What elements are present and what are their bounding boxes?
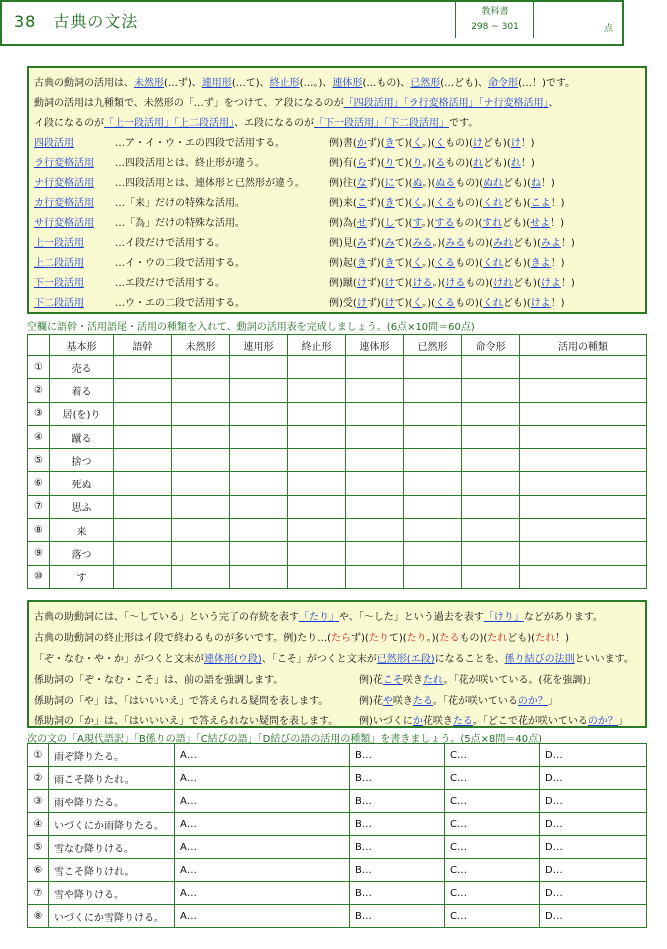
col-num xyxy=(28,335,50,356)
mizen-cell[interactable] xyxy=(172,472,230,495)
sentence-cell: 雪や降りける。 xyxy=(49,882,175,905)
col-shushi: 終止形 xyxy=(288,335,346,356)
type-name: 上一段活用 xyxy=(34,238,84,249)
meirei-cell[interactable] xyxy=(462,542,520,565)
aux-line-3: 「ぞ・なむ・や・か」がつくと文末が連体形(ウ段)、「こそ」がつくと文末が已然形(エ段)になることを、係り結びの法則といいます。 xyxy=(34,654,634,665)
shushi-cell[interactable] xyxy=(288,449,346,472)
row-number: ④ xyxy=(28,813,49,836)
base-form-cell: 捨つ xyxy=(50,449,114,472)
base-form-cell: 蹴る xyxy=(50,425,114,448)
kakari-row xyxy=(28,859,647,882)
kakari-row xyxy=(28,905,647,928)
izen-cell[interactable] xyxy=(404,379,462,402)
conjugation-row xyxy=(28,472,647,495)
mizen-cell[interactable] xyxy=(172,565,230,588)
mizen-cell[interactable] xyxy=(172,449,230,472)
row-number: ① xyxy=(28,356,50,379)
stem-cell[interactable] xyxy=(114,449,172,472)
answer-c-cell[interactable]: C… xyxy=(445,767,540,790)
type-example: 例)受(けず)(けて)(く。)(くるもの)(くれども)(けよ！) xyxy=(329,298,565,309)
type-name: ナ行変格活用 xyxy=(34,178,94,189)
row-number: ⑨ xyxy=(28,542,50,565)
answer-c-cell[interactable]: C… xyxy=(445,882,540,905)
mizen-cell[interactable] xyxy=(172,425,230,448)
rentai-cell[interactable] xyxy=(346,472,404,495)
type-description: …イ・ウの二段で活用する。 xyxy=(115,258,245,269)
meirei-cell[interactable] xyxy=(462,425,520,448)
textbook-pages: 298 ~ 301 xyxy=(471,22,519,32)
type-cell[interactable] xyxy=(520,542,647,565)
conjugation-row xyxy=(28,565,647,588)
answer-c-cell[interactable]: C… xyxy=(445,744,540,767)
col-izen: 已然形 xyxy=(404,335,462,356)
aux-line-2: 古典の助動詞の終止形はイ段で終わるものが多いです。例)たり…(たらず)(たりて)(たり。)(たるもの)(たれども)(たれ！) xyxy=(34,633,569,644)
izen-cell[interactable] xyxy=(404,402,462,425)
type-example: 例)書(かず)(きて)(く。)(くもの)(けども)(け！) xyxy=(329,138,535,149)
type-cell[interactable] xyxy=(520,425,647,448)
type-description: …「来」だけの特殊な活用。 xyxy=(115,198,245,209)
type-name: サ行変格活用 xyxy=(34,218,94,229)
stem-cell[interactable] xyxy=(114,495,172,518)
answer-a-cell[interactable]: A… xyxy=(175,882,350,905)
answer-c-cell[interactable]: C… xyxy=(445,790,540,813)
stem-cell[interactable] xyxy=(114,356,172,379)
answer-d-cell[interactable]: D… xyxy=(540,859,647,882)
type-name: 下二段活用 xyxy=(34,298,84,309)
kakari-row xyxy=(28,836,647,859)
shushi-cell[interactable] xyxy=(288,495,346,518)
rentai-cell[interactable] xyxy=(346,542,404,565)
row-number: ② xyxy=(28,767,49,790)
stem-cell[interactable] xyxy=(114,472,172,495)
conjugation-row xyxy=(28,379,647,402)
stem-cell[interactable] xyxy=(114,519,172,542)
answer-d-cell[interactable]: D… xyxy=(540,882,647,905)
type-example: 例)来(こず)(きて)(く。)(くるもの)(くれども)(こよ！) xyxy=(329,198,565,209)
renyo-cell[interactable] xyxy=(230,356,288,379)
mizen-cell[interactable] xyxy=(172,379,230,402)
answer-d-cell[interactable]: D… xyxy=(540,790,647,813)
kakari-table xyxy=(27,743,647,928)
type-description: …エ段だけで活用する。 xyxy=(115,278,225,289)
conjugation-row xyxy=(28,519,647,542)
type-cell[interactable] xyxy=(520,379,647,402)
worksheet-header xyxy=(0,0,624,46)
mizen-cell[interactable] xyxy=(172,519,230,542)
renyo-cell[interactable] xyxy=(230,402,288,425)
col-mizen: 未然形 xyxy=(172,335,230,356)
rentai-cell[interactable] xyxy=(346,519,404,542)
type-description: …イ段だけで活用する。 xyxy=(115,238,225,249)
answer-c-cell[interactable]: C… xyxy=(445,905,540,928)
izen-cell[interactable] xyxy=(404,472,462,495)
col-stem: 語幹 xyxy=(114,335,172,356)
answer-b-cell[interactable]: B… xyxy=(350,859,445,882)
row-number: ⑦ xyxy=(28,495,50,518)
base-form-cell: 落つ xyxy=(50,542,114,565)
type-cell[interactable] xyxy=(520,449,647,472)
type-example: 例)往(なず)(にて)(ぬ。)(ぬるもの)(ぬれども)(ね！) xyxy=(329,178,555,189)
base-form-cell: 居(を)り xyxy=(50,402,114,425)
renyo-cell[interactable] xyxy=(230,495,288,518)
kakari-line-zo: 係助詞の「ぞ・なむ・こそ」は、前の語を強調します。 xyxy=(34,675,284,686)
sentence-cell: いづくにか雨降りたる。 xyxy=(49,813,175,836)
meirei-cell[interactable] xyxy=(462,449,520,472)
renyo-cell[interactable] xyxy=(230,379,288,402)
kakari-instruction: 次の文の「A現代語訳」「B係りの語」「C結びの語」「D結びの語の活用の種類」を書きましょう。(5点×8問＝40点) xyxy=(27,734,543,745)
shushi-cell[interactable] xyxy=(288,402,346,425)
type-name: 四段活用 xyxy=(34,138,74,149)
answer-b-cell[interactable]: B… xyxy=(350,813,445,836)
kakari-row xyxy=(28,767,647,790)
renyo-cell[interactable] xyxy=(230,425,288,448)
type-cell[interactable] xyxy=(520,356,647,379)
conjugation-row xyxy=(28,402,647,425)
stem-cell[interactable] xyxy=(114,402,172,425)
meirei-cell[interactable] xyxy=(462,472,520,495)
col-meirei: 命令形 xyxy=(462,335,520,356)
shushi-cell[interactable] xyxy=(288,379,346,402)
row-number: ⑤ xyxy=(28,449,50,472)
izen-cell[interactable] xyxy=(404,495,462,518)
conjugation-row xyxy=(28,356,647,379)
answer-d-cell[interactable]: D… xyxy=(540,836,647,859)
renyo-cell[interactable] xyxy=(230,449,288,472)
row-number: ⑧ xyxy=(28,905,49,928)
type-description: …ウ・エの二段で活用する。 xyxy=(115,298,245,309)
intro-line-2: 動詞の活用は九種類で、未然形の「…ず」をつけて、ア段になるのが「四段活用」「ラ行変格活用」「ナ行変格活用」、 xyxy=(34,98,559,109)
answer-b-cell[interactable]: B… xyxy=(350,836,445,859)
row-number: ④ xyxy=(28,425,50,448)
answer-a-cell[interactable]: A… xyxy=(175,767,350,790)
renyo-cell[interactable] xyxy=(230,542,288,565)
row-number: ⑧ xyxy=(28,519,50,542)
kakari-example-zo: 例)花こそ咲きたれ。「花が咲いている。(花を強調)」 xyxy=(359,675,597,686)
answer-a-cell[interactable]: A… xyxy=(175,790,350,813)
type-name: 下一段活用 xyxy=(34,278,84,289)
type-example: 例)見(みず)(みて)(みる。)(みるもの)(みれども)(みよ！) xyxy=(329,238,575,249)
izen-cell[interactable] xyxy=(404,356,462,379)
meirei-cell[interactable] xyxy=(462,356,520,379)
row-number: ⑦ xyxy=(28,882,49,905)
intro-line-3: イ段になるのが「上一段活用」「上二段活用」、エ段になるのが「下一段活用」「下二段活用」です。 xyxy=(34,118,479,129)
meirei-cell[interactable] xyxy=(462,565,520,588)
kakari-row xyxy=(28,790,647,813)
type-cell[interactable] xyxy=(520,402,647,425)
intro-line-1: 古典の動詞の活用は、未然形(…ず)、連用形(…て)、終止形(…。)、連体形(…もの)、已然形(…ども)、命令形(…！)です。 xyxy=(34,78,576,89)
score-unit: 点 xyxy=(603,24,613,34)
conjugation-instruction: 空欄に語幹・活用語尾・活用の種類を入れて、動詞の活用表を完成しましょう。(6点×10問＝60点) xyxy=(27,322,475,333)
meirei-cell[interactable] xyxy=(462,519,520,542)
mizen-cell[interactable] xyxy=(172,356,230,379)
stem-cell[interactable] xyxy=(114,379,172,402)
answer-a-cell[interactable]: A… xyxy=(175,859,350,882)
stem-cell[interactable] xyxy=(114,565,172,588)
answer-b-cell[interactable]: B… xyxy=(350,905,445,928)
type-example: 例)起(きず)(きて)(く。)(くるもの)(くれども)(きよ！) xyxy=(329,258,565,269)
shushi-cell[interactable] xyxy=(288,356,346,379)
mizen-cell[interactable] xyxy=(172,542,230,565)
type-description: …四段活用とは、終止形が違う。 xyxy=(115,158,265,169)
answer-b-cell[interactable]: B… xyxy=(350,790,445,813)
base-form-cell: 来 xyxy=(50,519,114,542)
type-description: …四段活用とは、連体形と已然形が違う。 xyxy=(115,178,305,189)
kakari-line-ka: 係助詞の「か」は、「はいいいえ」で答えられない疑問を表します。 xyxy=(34,716,339,727)
type-cell[interactable] xyxy=(520,495,647,518)
row-number: ① xyxy=(28,744,49,767)
kakari-example-ka: 例)いづくにか花咲きたる。「どこで花が咲いているのか？」 xyxy=(359,716,628,727)
textbook-label: 教科書 xyxy=(481,7,509,17)
rentai-cell[interactable] xyxy=(346,495,404,518)
answer-c-cell[interactable]: C… xyxy=(445,813,540,836)
row-number: ⑤ xyxy=(28,836,49,859)
sentence-cell: 雪なむ降りける。 xyxy=(49,836,175,859)
type-name: ラ行変格活用 xyxy=(34,158,94,169)
mizen-cell[interactable] xyxy=(172,495,230,518)
base-form-cell: す xyxy=(50,565,114,588)
izen-cell[interactable] xyxy=(404,519,462,542)
answer-a-cell[interactable]: A… xyxy=(175,813,350,836)
conjugation-row xyxy=(28,495,647,518)
base-form-cell: 思ふ xyxy=(50,495,114,518)
base-form-cell: 着る xyxy=(50,379,114,402)
rentai-cell[interactable] xyxy=(346,425,404,448)
answer-d-cell[interactable]: D… xyxy=(540,905,647,928)
izen-cell[interactable] xyxy=(404,425,462,448)
izen-cell[interactable] xyxy=(404,542,462,565)
auxiliary-explanation xyxy=(27,600,647,728)
izen-cell[interactable] xyxy=(404,565,462,588)
kakari-example-ya: 例)花や咲きたる。「花が咲いているのか？」 xyxy=(359,696,558,707)
row-number: ⑥ xyxy=(28,472,50,495)
col-type: 活用の種類 xyxy=(520,335,647,356)
rentai-cell[interactable] xyxy=(346,402,404,425)
meirei-cell[interactable] xyxy=(462,402,520,425)
type-cell[interactable] xyxy=(520,519,647,542)
answer-d-cell[interactable]: D… xyxy=(540,744,647,767)
row-number: ⑥ xyxy=(28,859,49,882)
score-box[interactable] xyxy=(533,0,619,38)
kakari-row xyxy=(28,882,647,905)
type-name: 上二段活用 xyxy=(34,258,84,269)
lesson-title: 38 古典の文法 xyxy=(14,12,139,31)
row-number: ③ xyxy=(28,790,49,813)
answer-d-cell[interactable]: D… xyxy=(540,813,647,836)
conjugation-row xyxy=(28,425,647,448)
answer-a-cell[interactable]: A… xyxy=(175,836,350,859)
rentai-cell[interactable] xyxy=(346,356,404,379)
shushi-cell[interactable] xyxy=(288,425,346,448)
renyo-cell[interactable] xyxy=(230,565,288,588)
answer-c-cell[interactable]: C… xyxy=(445,836,540,859)
answer-c-cell[interactable]: C… xyxy=(445,859,540,882)
conjugation-header-row xyxy=(28,335,647,356)
sentence-cell: いづくにか雪降りける。 xyxy=(49,905,175,928)
renyo-cell[interactable] xyxy=(230,519,288,542)
conjugation-row xyxy=(28,449,647,472)
stem-cell[interactable] xyxy=(114,425,172,448)
sentence-cell: 雨ぞ降りたる。 xyxy=(49,744,175,767)
shushi-cell[interactable] xyxy=(288,542,346,565)
aux-line-1: 古典の助動詞には、「～している」という完了の存続を表す「たり」や、「～した」という過去を表す「けり」などがあります。 xyxy=(34,612,604,623)
col-renyo: 連用形 xyxy=(230,335,288,356)
col-base-form: 基本形 xyxy=(50,335,114,356)
type-example: 例)為(せず)(して)(す。)(するもの)(すれども)(せよ！) xyxy=(329,218,564,229)
row-number: ⑩ xyxy=(28,565,50,588)
rentai-cell[interactable] xyxy=(346,449,404,472)
sentence-cell: 雨こそ降りたれ。 xyxy=(49,767,175,790)
sentence-cell: 雪こそ降りけれ。 xyxy=(49,859,175,882)
shushi-cell[interactable] xyxy=(288,565,346,588)
mizen-cell[interactable] xyxy=(172,402,230,425)
izen-cell[interactable] xyxy=(404,449,462,472)
col-rentai: 連体形 xyxy=(346,335,404,356)
type-cell[interactable] xyxy=(520,565,647,588)
kakari-row xyxy=(28,813,647,836)
base-form-cell: 売る xyxy=(50,356,114,379)
answer-b-cell[interactable]: B… xyxy=(350,882,445,905)
rentai-cell[interactable] xyxy=(346,565,404,588)
answer-b-cell[interactable]: B… xyxy=(350,744,445,767)
meirei-cell[interactable] xyxy=(462,495,520,518)
type-example: 例)蹴(けず)(けて)(ける。)(けるもの)(けれども)(けよ！) xyxy=(329,278,575,289)
row-number: ② xyxy=(28,379,50,402)
answer-a-cell[interactable]: A… xyxy=(175,905,350,928)
answer-d-cell[interactable]: D… xyxy=(540,767,647,790)
kakari-line-ya: 係助詞の「や」は、「はいいいえ」で答えられる疑問を表します。 xyxy=(34,696,329,707)
sentence-cell: 雨や降りたる。 xyxy=(49,790,175,813)
type-name: カ行変格活用 xyxy=(34,198,94,209)
row-number: ③ xyxy=(28,402,50,425)
answer-b-cell[interactable]: B… xyxy=(350,767,445,790)
stem-cell[interactable] xyxy=(114,542,172,565)
type-cell[interactable] xyxy=(520,472,647,495)
renyo-cell[interactable] xyxy=(230,472,288,495)
textbook-box xyxy=(455,0,534,38)
kakari-row xyxy=(28,744,647,767)
shushi-cell[interactable] xyxy=(288,472,346,495)
conjugation-table xyxy=(27,334,647,589)
type-description: …「為」だけの特殊な活用。 xyxy=(115,218,245,229)
rentai-cell[interactable] xyxy=(346,379,404,402)
conjugation-row xyxy=(28,542,647,565)
meirei-cell[interactable] xyxy=(462,379,520,402)
base-form-cell: 死ぬ xyxy=(50,472,114,495)
type-example: 例)有(らず)(りて)(り。)(るもの)(れども)(れ！) xyxy=(329,158,535,169)
shushi-cell[interactable] xyxy=(288,519,346,542)
conjugation-explanation xyxy=(27,66,647,314)
type-description: …ア・イ・ウ・エの四段で活用する。 xyxy=(115,138,285,149)
answer-a-cell[interactable]: A… xyxy=(175,744,350,767)
